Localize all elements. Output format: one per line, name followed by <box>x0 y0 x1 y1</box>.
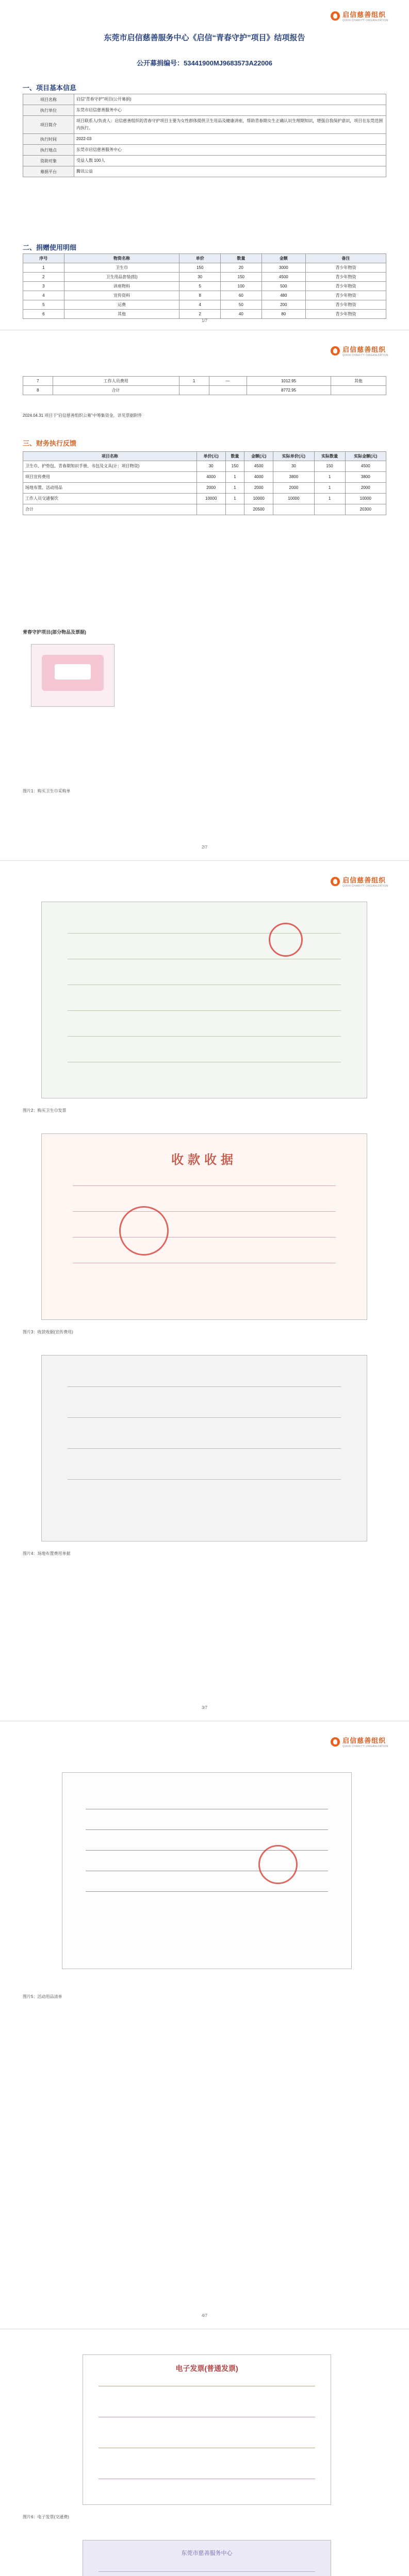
table-row <box>23 483 386 494</box>
column-header: 金额(元) <box>244 452 273 461</box>
e-invoice-photo <box>83 2354 331 2505</box>
table-cell <box>314 504 345 515</box>
caption-1: 图片1：购买卫生巾采购单 <box>23 789 71 793</box>
table-cell: 青少年物资 <box>305 282 386 291</box>
section-donation-usage-title: 二、捐赠使用明细 <box>23 244 77 251</box>
brand-logo-icon <box>331 11 340 21</box>
cell-value: 启信“青春守护”项目(公开募捐) <box>74 94 386 105</box>
finance-table <box>23 451 386 515</box>
table-cell: 4500 <box>261 273 305 282</box>
table-cell: 10000 <box>345 494 386 504</box>
table-cell: 20 <box>221 263 262 273</box>
cell-label: 执行地点 <box>23 145 74 156</box>
cell-label: 项目名称 <box>23 94 74 105</box>
table-cell: 150 <box>314 461 345 472</box>
brand-logo-icon <box>331 1737 340 1747</box>
cell-label: 执行单位 <box>23 105 74 116</box>
table-cell: 5 <box>179 282 221 291</box>
table-cell: 10000 <box>197 494 225 504</box>
table-cell: 1 <box>225 494 244 504</box>
brand-logo-icon <box>331 877 340 886</box>
meal-receipt-title: 东莞市慈善服务中心 <box>181 2550 233 2556</box>
table-cell: 讲座物料 <box>64 282 179 291</box>
table-cell: 50 <box>221 300 262 310</box>
table-cell: 工作人员费用 <box>53 377 179 386</box>
cell-value: 项目联系人/负责人：启信慈善组织的青春守护项目主要为女性群体提供卫生用品及健康讲座，帮助青春期女生正确认识生理期知识，增强自我保护意识，项目在东莞范围内执行。 <box>74 116 386 134</box>
section-finance-title: 三、财务执行反馈 <box>23 439 77 447</box>
supplies-list-photo <box>62 1772 352 1969</box>
table-cell: 1012.95 <box>247 377 331 386</box>
table-cell: 青少年物资 <box>305 310 386 319</box>
table-cell: 青少年物资 <box>305 300 386 310</box>
table-row <box>23 263 386 273</box>
table-cell: 150 <box>179 263 221 273</box>
cell-label: 执行时间 <box>23 134 74 145</box>
table-cell: 40 <box>221 310 262 319</box>
table-cell: 宣传资料 <box>64 291 179 300</box>
column-header: 数量 <box>221 254 262 263</box>
column-header: 物资名称 <box>64 254 179 263</box>
table-cell: 3800 <box>273 472 314 483</box>
donation-usage-table-continued <box>23 376 386 395</box>
table-cell: 80 <box>261 310 305 319</box>
table-cell: 1 <box>225 483 244 494</box>
table-cell: 卫生巾、护垫包、青春期知识手册、书包及文具(计：项目物资) <box>23 461 197 472</box>
page-title: 东莞市启信慈善服务中心《启信“青春守护”项目》结项报告 <box>104 33 305 42</box>
table-cell: 3800 <box>345 472 386 483</box>
table-row <box>23 472 386 483</box>
table-row <box>23 105 386 116</box>
table-cell <box>331 386 386 395</box>
table-cell: — <box>209 377 247 386</box>
table-cell: 100 <box>221 282 262 291</box>
table-cell: 工作人员交通餐饮 <box>23 494 197 504</box>
table-cell: 8772.95 <box>247 386 331 395</box>
table-cell: 2 <box>23 273 64 282</box>
table-cell: 合计 <box>53 386 179 395</box>
cell-value: 2022-03 <box>74 134 386 145</box>
table-cell: 其他 <box>64 310 179 319</box>
table-cell: 合计 <box>23 504 197 515</box>
table-cell: 500 <box>261 282 305 291</box>
table-row <box>23 166 386 177</box>
table-cell: 4500 <box>244 461 273 472</box>
table-cell: 10000 <box>244 494 273 504</box>
receipt-photo <box>41 1133 367 1320</box>
caption-6: 图片6：电子发票(交通费) <box>23 2515 69 2519</box>
table-cell: 10000 <box>273 494 314 504</box>
page-number: 1/7 <box>201 318 208 323</box>
table-cell: 20300 <box>345 504 386 515</box>
page-4 <box>0 1726 409 2329</box>
column-header: 单价(元) <box>197 452 225 461</box>
table-cell: 2000 <box>273 483 314 494</box>
caption-4: 图片4：场地布置费用单据 <box>23 1551 71 1556</box>
table-cell: 20500 <box>244 504 273 515</box>
column-header: 数量 <box>225 452 244 461</box>
table-row <box>23 291 386 300</box>
table-row <box>23 282 386 291</box>
basic-info-table <box>23 94 386 177</box>
table-cell: 青少年物资 <box>305 263 386 273</box>
table-row <box>23 94 386 105</box>
table-row <box>23 300 386 310</box>
table-cell: 其他 <box>331 377 386 386</box>
table-cell: 2000 <box>197 483 225 494</box>
brand-name-en: QIXIN CHARITY ORGANIZATION <box>342 19 388 22</box>
table-cell: 1 <box>314 494 345 504</box>
cell-label: 资助对象 <box>23 156 74 166</box>
page-3 <box>0 866 409 1721</box>
brand-logo <box>331 9 388 22</box>
product-photo <box>31 644 114 707</box>
table-row <box>23 386 386 395</box>
cell-value: 腾讯公益 <box>74 166 386 177</box>
page-5 <box>0 2334 409 2576</box>
table-cell: 4500 <box>345 461 386 472</box>
cell-value: 东莞市启信慈善服务中心 <box>74 145 386 156</box>
page-1 <box>0 0 409 330</box>
venue-receipt-photo <box>41 1355 367 1541</box>
table-cell: 4000 <box>197 472 225 483</box>
caption-5: 图片5：活动用品清单 <box>23 1994 62 1999</box>
brand-logo: 启信慈善组织 QIXIN CHARITY ORGANIZATION <box>331 1735 388 1748</box>
table-row <box>23 310 386 319</box>
table-cell: 3 <box>23 282 64 291</box>
table-cell: 4000 <box>244 472 273 483</box>
table-cell: 运费 <box>64 300 179 310</box>
table-cell: 4 <box>179 300 221 310</box>
caption-3: 图片3：收款收据(宣传费用) <box>23 1330 73 1334</box>
table-cell: 2 <box>179 310 221 319</box>
table-cell: 60 <box>221 291 262 300</box>
table-cell: 青少年物资 <box>305 291 386 300</box>
page-number: 3/7 <box>201 1705 208 1710</box>
table-row <box>23 504 386 515</box>
column-header: 实际数量 <box>314 452 345 461</box>
brand-logo: 启信慈善组织 QIXIN CHARITY ORGANIZATION <box>331 344 388 357</box>
table-cell: 8 <box>23 386 53 395</box>
table-row <box>23 377 386 386</box>
table-cell: 项目宣传费用 <box>23 472 197 483</box>
table-cell: 30 <box>179 273 221 282</box>
table-cell: 6 <box>23 310 64 319</box>
invoice-photo <box>41 902 367 1098</box>
usage-summary: 2024.04.31 项目于“启信慈善组织公募”中筹集资金，详见票据附件 <box>23 413 142 418</box>
cell-value: 东莞市启信慈善服务中心 <box>74 105 386 116</box>
table-cell <box>197 504 225 515</box>
table-cell: 30 <box>197 461 225 472</box>
column-header: 实际单价(元) <box>273 452 314 461</box>
table-cell <box>225 504 244 515</box>
donation-usage-table <box>23 253 386 319</box>
table-cell: 150 <box>225 461 244 472</box>
table-cell <box>273 504 314 515</box>
page-number: 4/7 <box>201 2313 208 2318</box>
table-cell: 2000 <box>345 483 386 494</box>
e-invoice-title: 电子发票(普通发票) <box>175 2364 238 2372</box>
table-cell: 1 <box>225 472 244 483</box>
meal-receipt-photo <box>83 2540 331 2576</box>
table-cell: 1 <box>179 377 209 386</box>
table-row <box>23 145 386 156</box>
table-cell: 1 <box>314 472 345 483</box>
table-cell: 8 <box>179 291 221 300</box>
receipt-title: 收款收据 <box>171 1153 237 1167</box>
table-cell: 卫生巾 <box>64 263 179 273</box>
section-basic-info-title: 一、项目基本信息 <box>23 84 77 92</box>
brand-logo: 启信慈善组织 QIXIN CHARITY ORGANIZATION <box>331 875 388 888</box>
table-row <box>23 134 386 145</box>
column-header: 项目名称 <box>23 452 197 461</box>
table-cell: 3000 <box>261 263 305 273</box>
table-cell: 卫生用品套装(组) <box>64 273 179 282</box>
table-cell: 场地布置、活动用品 <box>23 483 197 494</box>
table-cell: 2000 <box>244 483 273 494</box>
brand-logo-icon <box>331 346 340 355</box>
table-row <box>23 494 386 504</box>
table-cell: 7 <box>23 377 53 386</box>
table-cell: 5 <box>23 300 64 310</box>
fundraising-code: 公开募捐编号：53441900MJ9683573A22006 <box>136 59 273 67</box>
page-number: 2/7 <box>201 845 208 850</box>
receipts-subhead: 青春守护项目(部分物品及票据) <box>23 630 86 635</box>
column-header: 单价 <box>179 254 221 263</box>
page-2 <box>0 335 409 860</box>
cell-label: 项目简介 <box>23 116 74 134</box>
column-header: 备注 <box>305 254 386 263</box>
column-header: 实际金额(元) <box>345 452 386 461</box>
table-cell: 200 <box>261 300 305 310</box>
caption-2: 图片2：购买卫生巾发票 <box>23 1108 67 1113</box>
table-cell <box>209 386 247 395</box>
table-row <box>23 156 386 166</box>
column-header: 金额 <box>261 254 305 263</box>
table-row <box>23 116 386 134</box>
table-cell: 480 <box>261 291 305 300</box>
table-cell: 150 <box>221 273 262 282</box>
table-cell: 1 <box>314 483 345 494</box>
table-cell: 30 <box>273 461 314 472</box>
cell-label: 募捐平台 <box>23 166 74 177</box>
table-cell: 青少年物资 <box>305 273 386 282</box>
cell-value: 受益人数 100人 <box>74 156 386 166</box>
column-header: 序号 <box>23 254 64 263</box>
table-row <box>23 461 386 472</box>
table-row <box>23 273 386 282</box>
table-cell <box>179 386 209 395</box>
table-cell: 1 <box>23 263 64 273</box>
table-cell: 4 <box>23 291 64 300</box>
brand-name-cn: 启信慈善组织 <box>342 11 386 19</box>
